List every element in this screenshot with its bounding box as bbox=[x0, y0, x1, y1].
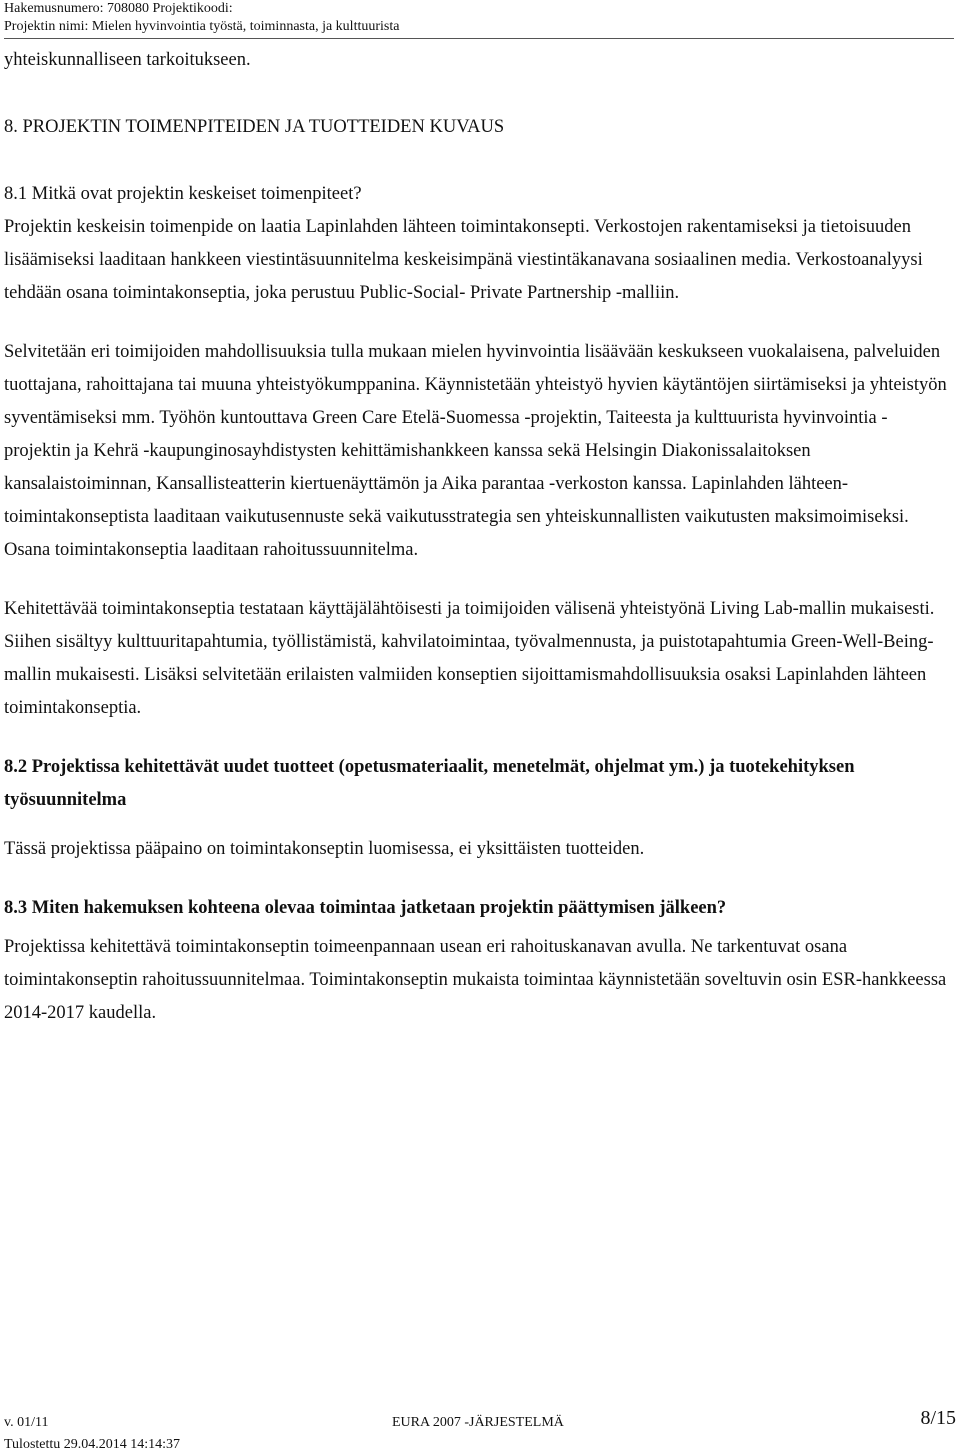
section-8-1-paragraph-3: Kehitettävää toimintakonseptia testataan käyttäjälähtöisesti ja toimijoiden välisenä yhteistyönä Living Lab-mallin mukaisesti. Siihen sisältyy kulttuuritapahtumia, työllistämistä, kahvilatoimintaa, työvalmennusta, ja puistotapahtumia Green-Well-Being- mallin mukaisesti. Lisäksi selvitetään erilaisten valmiiden konseptien sijoittamismahdollisuuksia osaksi Lapinlahden lähteen toimintakonseptia. bbox=[4, 599, 935, 718]
section-8-title: 8. PROJEKTIN TOIMENPITEIDEN JA TUOTTEIDEN KUVAUS bbox=[4, 117, 505, 137]
document-footer bbox=[4, 1406, 958, 1452]
document-body bbox=[4, 44, 950, 1030]
section-8-2-title: 8.2 Projektissa kehitettävät uudet tuotteet (opetusmateriaalit, menetelmät, ohjelmat ym.) ja tuotekehityksen työsuunnitelma bbox=[4, 757, 855, 810]
system-name: EURA 2007 -JÄRJESTELMÄ bbox=[392, 1415, 564, 1430]
page-number: 8/15 bbox=[920, 1407, 956, 1429]
section-8-1-paragraph-1: Projektin keskeisin toimenpide on laatia Lapinlahden lähteen toimintakonsepti. Verkostojen rakentamiseksi ja tietoisuuden lisäämiseksi laaditaan hankkeen viestintäsuunnitelma keskeisimpänä viestintäkanavana sosiaalinen media. Verkostoanalyysi tehdään osana toimintakonseptia, joka perustuu Public-Social- Private Partnership -malliin. bbox=[4, 217, 923, 303]
document-header bbox=[4, 0, 954, 39]
form-version: v. 01/11 bbox=[4, 1415, 49, 1430]
intro-fragment: yhteiskunnalliseen tarkoitukseen. bbox=[4, 50, 251, 70]
printed-timestamp: Tulostettu 29.04.2014 14:14:37 bbox=[4, 1437, 181, 1452]
project-name: Projektin nimi: Mielen hyvinvointia työstä, toiminnasta, ja kulttuurista bbox=[4, 19, 400, 34]
section-8-3-paragraph-1: Projektissa kehitettävä toimintakonseptin toimeenpannaan usean eri rahoituskanavan avulla. Ne tarkentuvat osana toimintakonseptin rahoitussuunnitelmaa. Toimintakonseptin mukaista toimintaa käynnistetään soveltuvin osin ESR-hankkeessa 2014-2017 kaudella. bbox=[4, 937, 947, 1023]
section-8-3-title: 8.3 Miten hakemuksen kohteena olevaa toimintaa jatketaan projektin päättymisen jälkeen? bbox=[4, 898, 727, 918]
section-8-2-paragraph-1: Tässä projektissa pääpaino on toimintakonseptin luomisessa, ei yksittäisten tuotteiden. bbox=[4, 839, 645, 859]
application-number: Hakemusnumero: 708080 Projektikoodi: bbox=[4, 1, 233, 16]
section-8-1-title: 8.1 Mitkä ovat projektin keskeiset toimenpiteet? bbox=[4, 184, 362, 204]
section-8-1-paragraph-2: Selvitetään eri toimijoiden mahdollisuuksia tulla mukaan mielen hyvinvointia lisäävään keskukseen vuokalaisena, palveluiden tuottajana, rahoittajana tai muuna yhteistyökumppanina. Käynnistetään yhteistyö hyvien käytäntöjen siirtämiseksi ja yhteistyön syventämiseksi mm. Työhön kuntouttava Green Care Etelä-Suomessa -projektin, Taiteesta ja kulttuurista hyvinvointia -projektin ja Kehrä -kaupunginosayhdistysten kehittämishankkeen kanssa sekä Helsingin Diakonissalaitoksen kansalaistoiminnan, Kansallisteatterin kiertuenäyttämön ja Aika parantaa -verkoston kanssa. Lapinlahden lähteen-toimintakonseptista laaditaan vaikutusennuste sekä vaikutusstrategia sen yhteiskunnallisten vaikutusten maksimoimiseksi. Osana toimintakonseptia laaditaan rahoitussuunnitelma. bbox=[4, 342, 947, 560]
